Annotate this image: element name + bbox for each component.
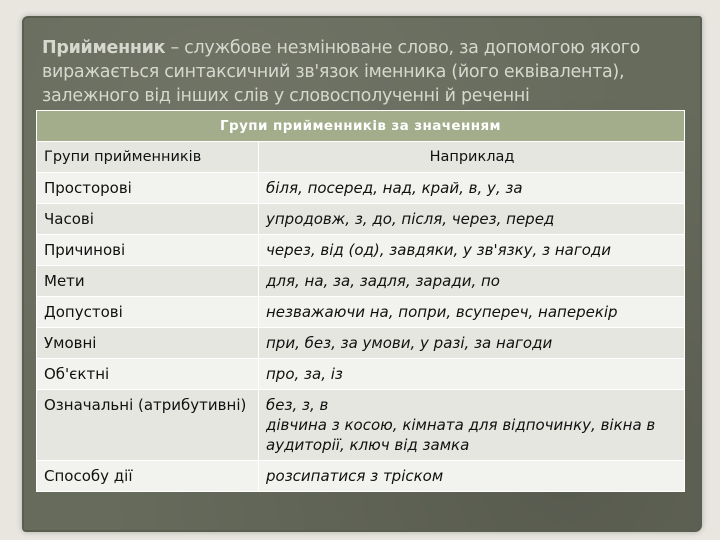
table-row <box>37 235 685 266</box>
examples-phrases: дівчина з косою, кімната для відпочинку, вікна в аудиторії, ключ від замка <box>266 416 656 454</box>
group-cell: Допустові <box>37 297 259 328</box>
examples-cell <box>259 390 685 461</box>
table-row <box>37 204 685 235</box>
table-row <box>37 461 685 492</box>
group-cell: Причинові <box>37 235 259 266</box>
examples-cell: при, без, за умови, у разі, за нагоди <box>259 328 685 359</box>
table-caption: Групи прийменників за значенням <box>37 111 685 142</box>
group-cell: Мети <box>37 266 259 297</box>
examples-cell: через, від (од), завдяки, у зв'язку, з нагоди <box>259 235 685 266</box>
group-cell: Об'єктні <box>37 359 259 390</box>
group-cell: Способу дії <box>37 461 259 492</box>
table-row <box>37 359 685 390</box>
examples-cell: біля, посеред, над, край, в, у, за <box>259 173 685 204</box>
examples-cell: розсипатися з тріском <box>259 461 685 492</box>
table-row <box>37 297 685 328</box>
intro-definition: – службове незмінюване слово, за допомогою якого виражається синтаксичний зв'язок іменника (його еквівалента), залежного від інших слів у словосполученні й реченні <box>42 38 641 106</box>
examples-cell: для, на, за, задля, заради, по <box>259 266 685 297</box>
table-row <box>37 266 685 297</box>
table-row <box>37 173 685 204</box>
intro-term: Прийменник <box>42 38 166 58</box>
group-cell: Просторові <box>37 173 259 204</box>
examples-prepositions: без, з, в <box>266 396 329 414</box>
header-groups: Групи прийменників <box>37 142 259 173</box>
header-examples: Наприклад <box>259 142 685 173</box>
group-cell: Умовні <box>37 328 259 359</box>
examples-cell: про, за, із <box>259 359 685 390</box>
intro-paragraph <box>42 36 692 108</box>
group-cell: Означальні (атрибутивні) <box>37 390 259 461</box>
table-row <box>37 328 685 359</box>
table-header-row <box>37 142 685 173</box>
prepositions-table <box>36 110 685 492</box>
examples-cell: упродовж, з, до, після, через, перед <box>259 204 685 235</box>
group-cell: Часові <box>37 204 259 235</box>
table-row <box>37 390 685 461</box>
examples-cell: незважаючи на, попри, всупереч, наперекір <box>259 297 685 328</box>
